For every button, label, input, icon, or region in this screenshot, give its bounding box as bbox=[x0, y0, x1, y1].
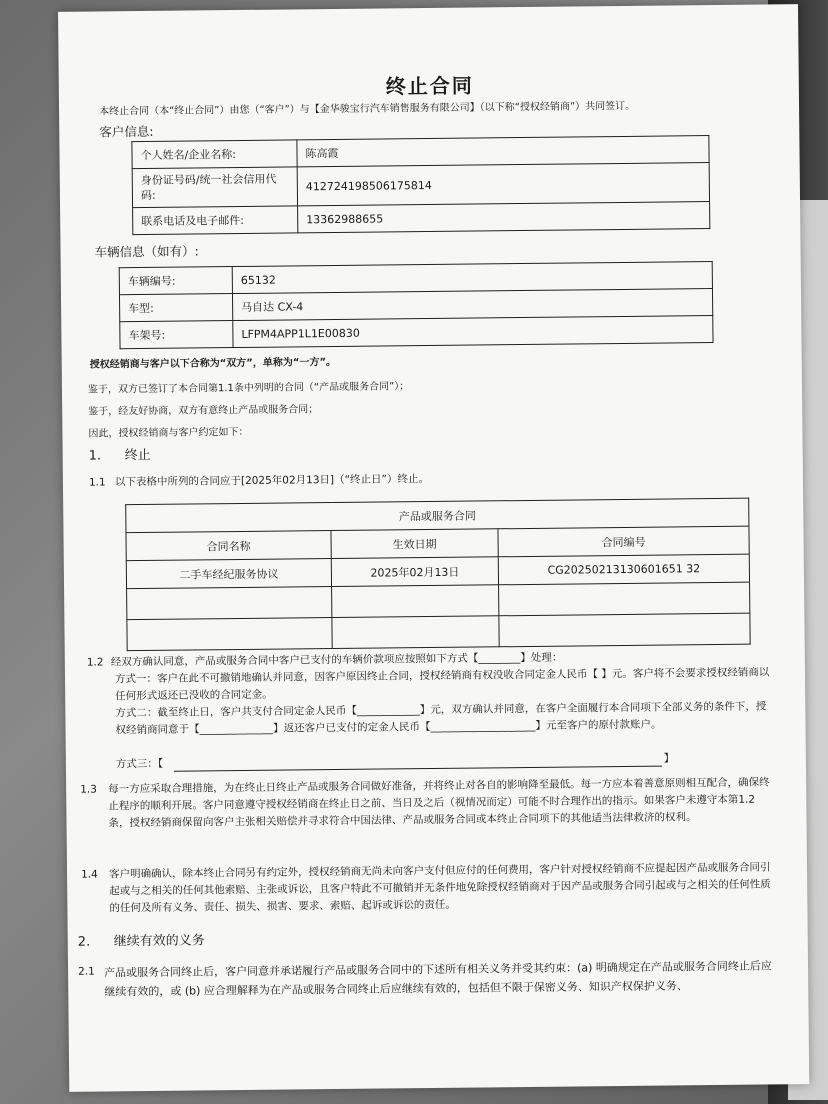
clause-1-2-method-3-end: 】 bbox=[663, 752, 675, 765]
table-cell: CG20250213130601651 32 bbox=[498, 554, 749, 585]
table-cell bbox=[499, 582, 750, 616]
table-row bbox=[120, 316, 713, 349]
document-content bbox=[77, 4, 774, 999]
table-cell bbox=[499, 613, 750, 647]
customer-label: 联系电话及电子邮件: bbox=[133, 206, 298, 235]
intro-paragraph: 本终止合同（本“终止合同”）由您（“客户”）与【金华骏宝行汽车销售服务有限公司】（以下称“授权经销商”）共同签订。 bbox=[99, 100, 636, 118]
clause-1-2-method-2: 方式二：截至终止日，客户共支付合同定金人民币【____________】元，双方确认并同意，在客户全面履行本合同项下全部义务的条件下，授权经销商同意于【______________】返还客户已支付的定金人民币【____________________】元至客户的原付款账户。 bbox=[115, 700, 767, 737]
section-1-title: 终止 bbox=[124, 447, 151, 464]
clause-2-1-text: 产品或服务合同终止后，客户同意并承诺履行产品或服务合同中的下述所有相关义务并受其约束：(a) 明确规定在产品或服务合同终止后应继续有效的，或 (b) 应合理解释为在产品或服务合同终止后应继续有效的，包括但不限于保密义务、知识产权保护义务、 bbox=[104, 959, 772, 999]
section-2-number: 2. bbox=[77, 934, 91, 950]
contract-table bbox=[125, 498, 751, 652]
table-row bbox=[133, 202, 710, 235]
whereas-2: 鉴于，经友好协商，双方有意终止产品或服务合同； bbox=[88, 404, 319, 418]
clause-1-4-text: 客户明确确认，除本终止合同另有约定外，授权经销商无尚未向客户支付但应付的任何费用，客户针对授权经销商不应提起因产品或服务合同引起或与之相关的任何其他索赔、主张或诉讼，且客户特此不可撤销并无条件地免除授权经销商对于因产品或服务合同引起或与之相关的任何性质的任何及所有义务、责任、损失、损害、要求、索赔、起诉或诉讼的责任。 bbox=[108, 861, 771, 915]
clause-1-1-text: 以下表格中所列的合同应于[2025年02月13日]（“终止日”）终止。 bbox=[114, 473, 430, 489]
table-cell bbox=[332, 616, 499, 649]
table-cell: 2025年02月13日 bbox=[331, 557, 498, 587]
customer-info-table bbox=[131, 135, 710, 235]
vehicle-value: 65132 bbox=[232, 262, 712, 294]
customer-value: 陈高霞 bbox=[297, 136, 709, 167]
table-cell bbox=[332, 585, 499, 618]
document-page bbox=[58, 4, 809, 1092]
clause-1-2-method-1: 方式一：客户在此不可撤销地确认并同意，因客户原因终止合同，授权经销商有权没收合同定金人民币【 】元。客户将不会要求授权经销商以任何形式返还已没收的合同定金。 bbox=[114, 666, 770, 703]
table-cell: 二手车经纪服务协议 bbox=[126, 559, 331, 589]
table-row bbox=[127, 613, 750, 651]
therefore-paragraph: 因此，授权经销商与客户约定如下： bbox=[88, 426, 249, 440]
customer-info-heading: 客户信息: bbox=[99, 123, 154, 140]
contract-table-caption: 产品或服务合同 bbox=[126, 498, 749, 533]
document-title: 终止合同 bbox=[385, 73, 474, 99]
clause-1-2-method-3-label: 方式三：【 bbox=[115, 757, 164, 771]
customer-value: 412724198506175814 bbox=[297, 163, 709, 206]
vehicle-value: LFPM4APP1L1E00830 bbox=[233, 316, 713, 348]
customer-label: 身份证号码/统一社会信用代码: bbox=[132, 167, 297, 208]
clause-1-1-number: 1.1 bbox=[88, 476, 106, 489]
column-header: 合同名称 bbox=[126, 531, 331, 561]
clause-1-3-number: 1.3 bbox=[80, 783, 97, 796]
customer-label: 个人姓名/企业名称: bbox=[132, 140, 297, 169]
vehicle-value: 马自达 CX-4 bbox=[232, 289, 712, 321]
table-cell bbox=[127, 618, 332, 651]
clause-2-1-number: 2.1 bbox=[78, 965, 95, 978]
vehicle-label: 车辆编号: bbox=[119, 267, 232, 295]
method-3-blank-line bbox=[174, 766, 662, 772]
section-1-number: 1. bbox=[88, 448, 102, 464]
vehicle-info-table bbox=[119, 261, 714, 349]
table-cell bbox=[127, 587, 332, 620]
column-header: 生效日期 bbox=[331, 529, 498, 559]
column-header: 合同编号 bbox=[498, 526, 749, 557]
section-2-title: 继续有效的义务 bbox=[113, 933, 205, 950]
clause-1-2-text: 经双方确认同意，产品或服务合同中客户已支付的车辆价款项应按照如下方式【________】处理： bbox=[110, 651, 563, 669]
vehicle-label: 车架号: bbox=[120, 321, 233, 349]
vehicle-info-heading: 车辆信息（如有）: bbox=[94, 243, 199, 260]
clause-1-4-number: 1.4 bbox=[80, 868, 98, 881]
clause-1-3-text: 每一方应采取合理措施，为在终止日终止产品或服务合同做好准备，并将终止对各自的影响降至最低。每一方应本着善意原则相互配合，确保终止程序的顺利开展。客户同意遵守授权经销商在终止日之前、当日及之后（视情况而定）可能不时合理作出的指示。如果客户未遵守本第1.2条，授权经销商保留向客户主张相关赔偿并寻求符合中国法律、产品或服务合同或本终止合同项下的其他适当法律救济的权利。 bbox=[108, 776, 770, 830]
whereas-1: 鉴于，双方已签订了本合同第1.1条中列明的合同（“产品或服务合同”）； bbox=[87, 381, 410, 396]
clause-1-2-number: 1.2 bbox=[86, 656, 104, 669]
vehicle-label: 车型: bbox=[119, 294, 232, 322]
customer-value: 13362988655 bbox=[298, 202, 710, 233]
parties-paragraph: 授权经销商与客户以下合称为“双方”，单称为“一方”。 bbox=[89, 356, 337, 371]
table-row bbox=[132, 163, 709, 208]
